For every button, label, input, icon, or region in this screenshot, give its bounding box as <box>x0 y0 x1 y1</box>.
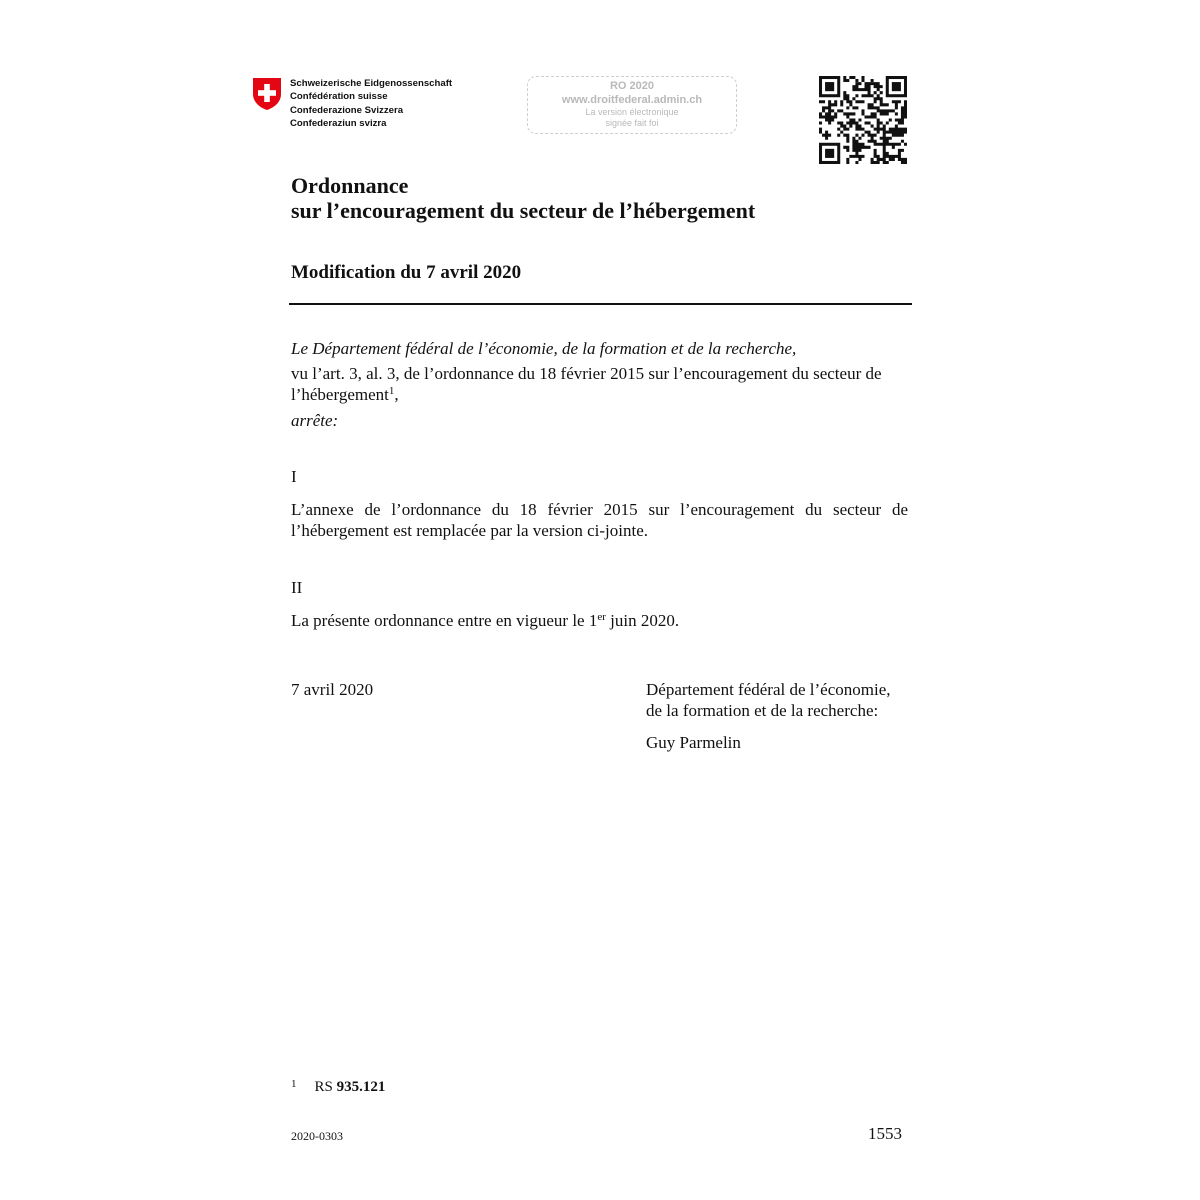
title-line-2: sur l’encouragement du secteur de l’hébergement <box>291 198 756 223</box>
section-ii-heading: II <box>291 578 303 597</box>
signer-name: Guy Parmelin <box>646 733 741 752</box>
stamp-note-2: signée fait foi <box>605 118 659 128</box>
legal-basis-text: vu l’art. 3, al. 3, de l’ordonnance du 18 février 2015 sur l’encouragement du secteur de l’hébergement <box>291 364 882 404</box>
swiss-shield-icon <box>252 77 282 111</box>
footnote <box>291 1078 385 1096</box>
signature-date: 7 avril 2020 <box>291 680 374 699</box>
title-line-1: Ordonnance <box>291 173 409 198</box>
authority-line-2: de la formation et de la recherche: <box>646 701 879 720</box>
swiss-confederation-logo <box>252 77 452 131</box>
stamp-collection: RO 2020 <box>609 80 655 92</box>
title-divider <box>289 303 912 305</box>
logo-line-german: Schweizerische Eidgenossenschaft <box>290 78 453 89</box>
entry-into-force-text: La présente ordonnance entre en vigueur le 1 <box>291 611 598 630</box>
stamp-url: www.droitfederal.admin.ch <box>561 94 703 106</box>
footnote-reference-number: 935.121 <box>336 1079 386 1095</box>
qr-code-icon <box>819 76 907 164</box>
document-title <box>291 173 755 223</box>
section-i-text: L’annexe de l’ordonnance du 18 février 2015 sur l’encouragement du secteur de l’hébergement est remplacée par la version ci-jointe. <box>291 500 908 540</box>
logo-line-french: Confédération suisse <box>290 91 388 103</box>
section-i-heading: I <box>291 467 297 486</box>
modification-date-heading: Modification du 7 avril 2020 <box>291 262 522 283</box>
footnote-reference[interactable]: 1 <box>388 385 395 397</box>
footnote-prefix: RS <box>314 1079 337 1095</box>
document-number: 2020-0303 <box>291 1129 343 1143</box>
logo-line-romansh: Confederaziun svizra <box>290 118 387 130</box>
official-publication-stamp <box>527 76 737 134</box>
page-number: 1553 <box>868 1124 902 1143</box>
legal-basis-paragraph <box>291 363 908 405</box>
section-ii-text <box>291 610 679 631</box>
signing-authority <box>646 679 890 721</box>
footnote-number: 1 <box>291 1078 297 1090</box>
decrees-label: arrête: <box>291 411 339 430</box>
authority-line-1: Département fédéral de l’économie, <box>646 680 891 699</box>
entry-into-force-date: juin 2020. <box>605 611 680 630</box>
ordinal-suffix: er <box>597 611 606 623</box>
stamp-note-1: La version électronique <box>585 107 679 117</box>
logo-line-italian: Confederazione Svizzera <box>290 104 404 116</box>
issuing-authority: Le Département fédéral de l’économie, de la formation et de la recherche, <box>291 339 797 358</box>
legal-basis-end: , <box>394 385 399 404</box>
confederation-names <box>290 77 452 131</box>
